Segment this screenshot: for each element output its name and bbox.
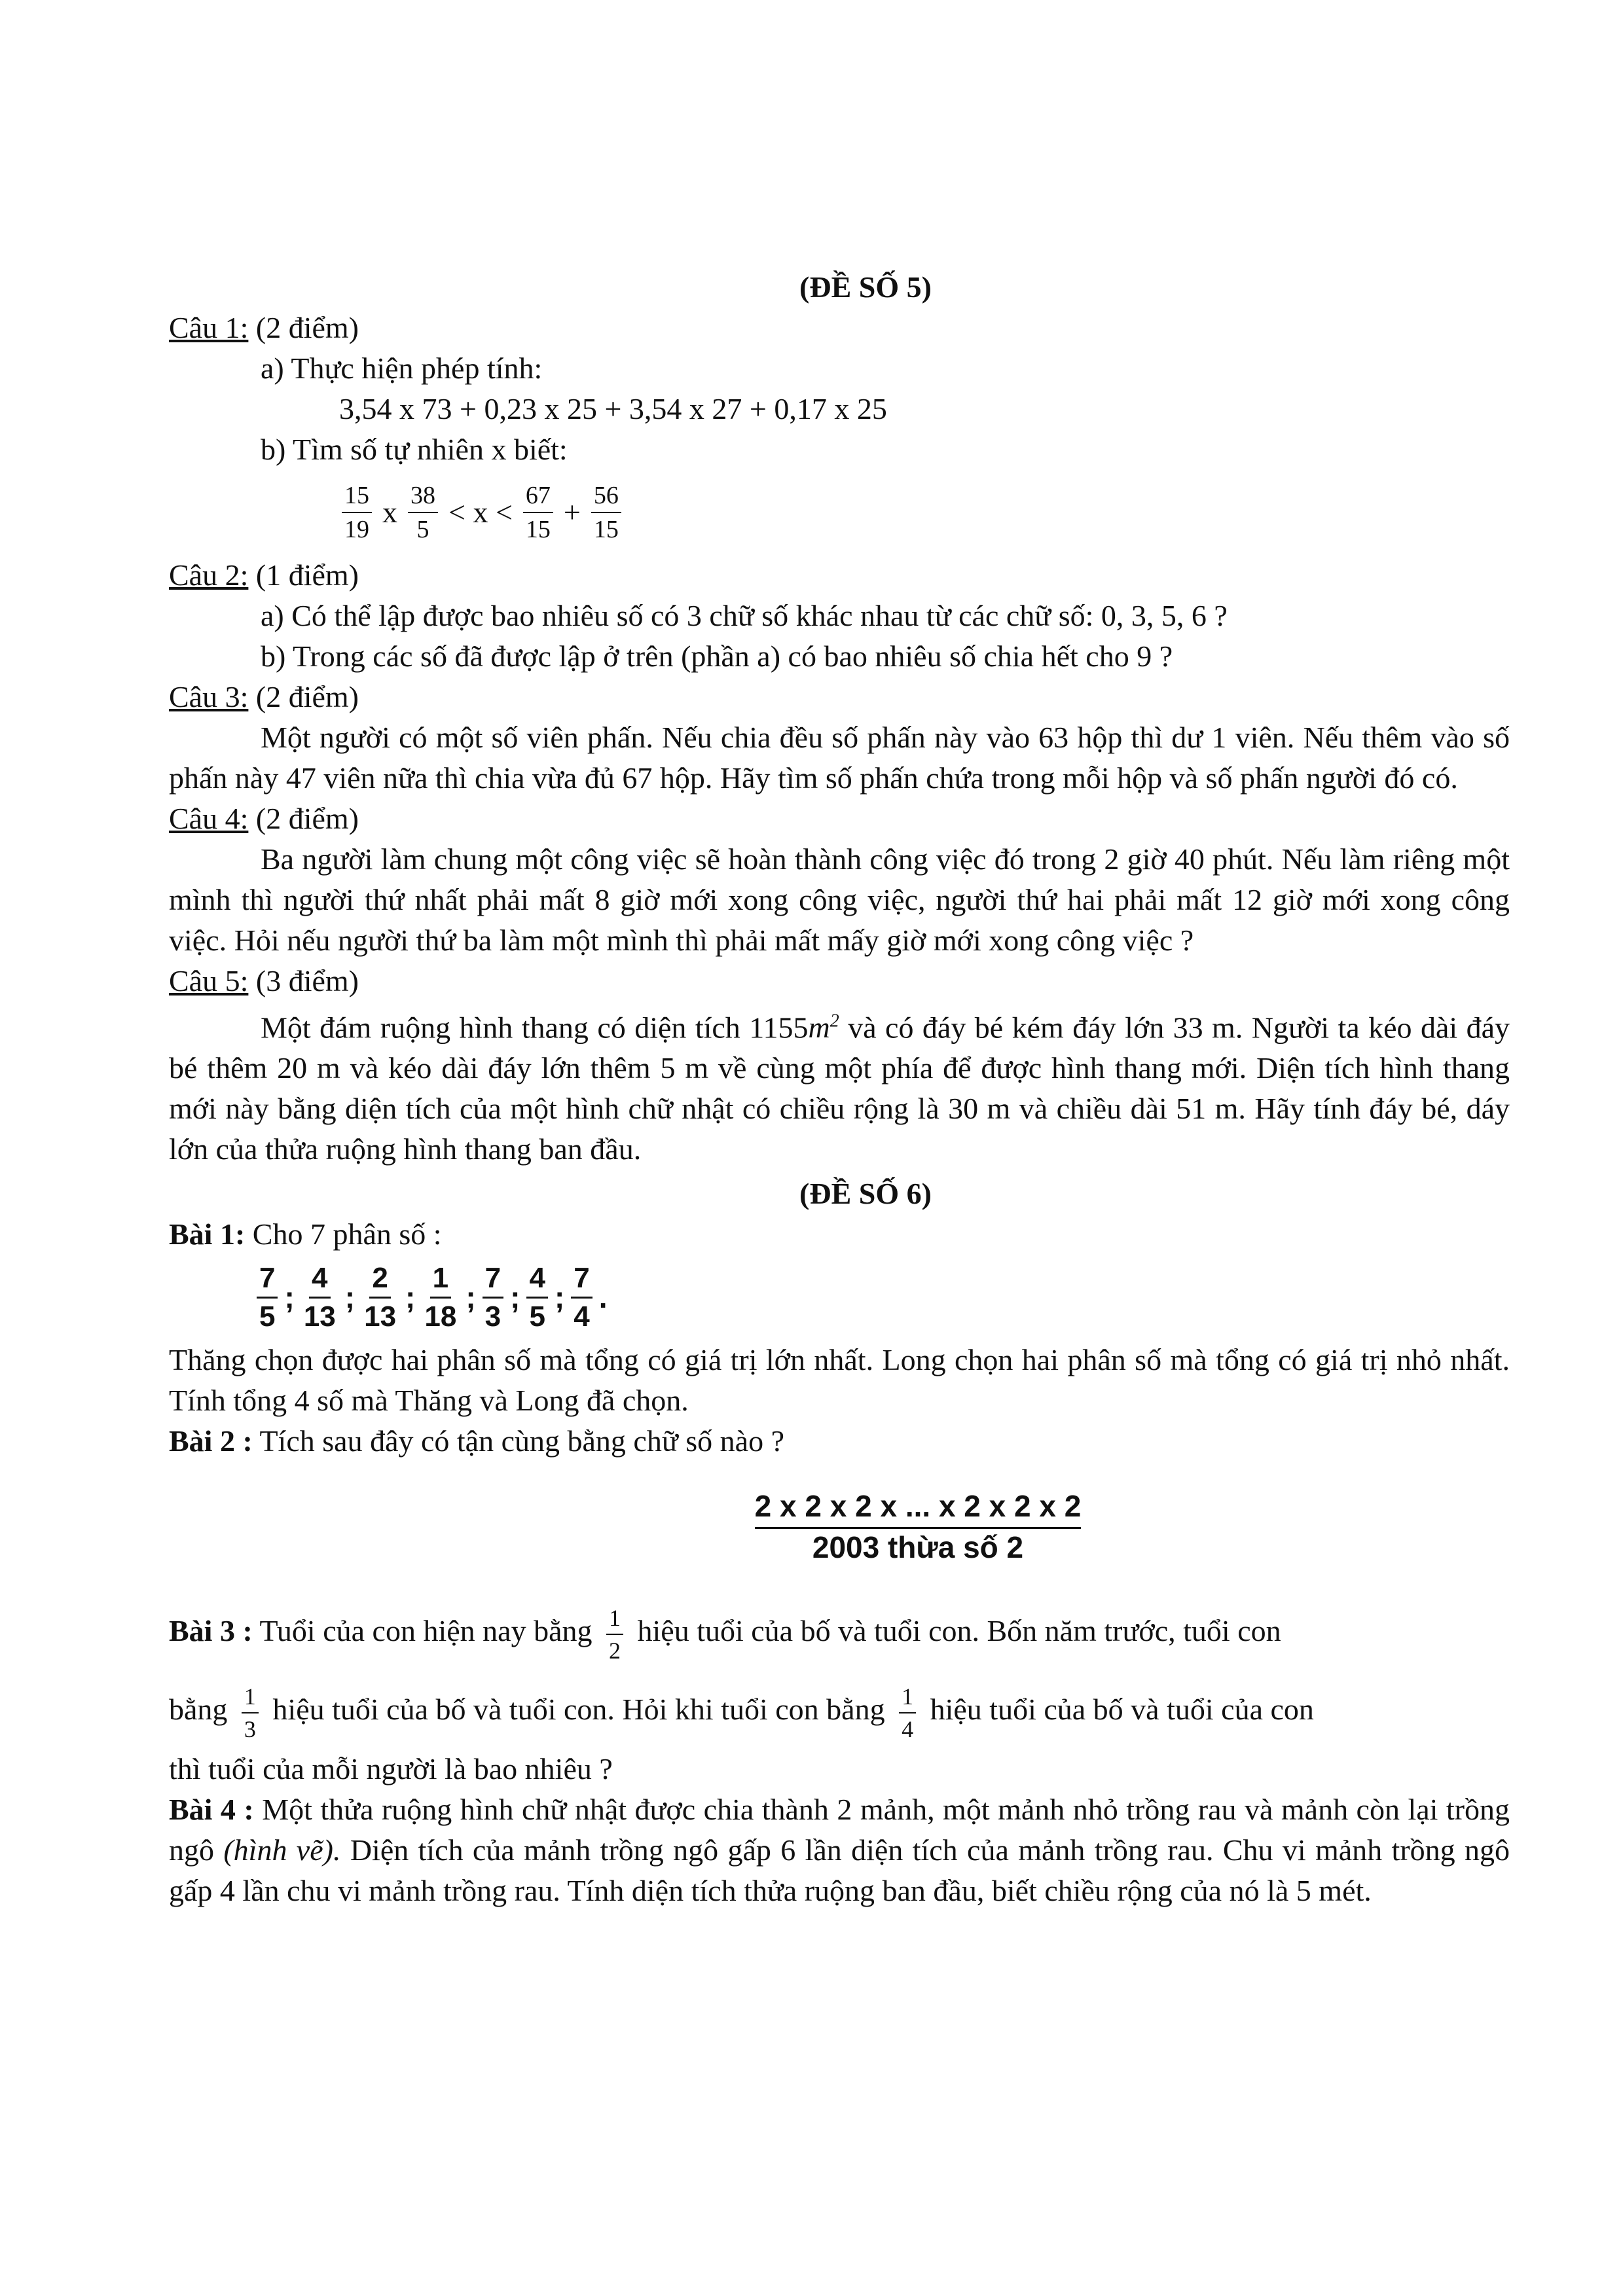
- product-expression: 2 x 2 x 2 x ... x 2 x 2 x 2: [755, 1488, 1082, 1529]
- cau1-expression: 3,54 x 73 + 0,23 x 25 + 3,54 x 27 + 0,17 x 25: [339, 392, 887, 425]
- fraction-numerator: 4: [309, 1264, 330, 1299]
- bai3-text-2: hiệu tuổi của bố và tuổi con. Bốn năm trước, tuổi con: [637, 1614, 1281, 1648]
- fraction-67-15: [523, 483, 553, 542]
- de6-title: [169, 1174, 1510, 1214]
- cau2-label: Câu 2:: [169, 558, 249, 592]
- bai3-text-4: hiệu tuổi của bố và tuổi con. Hỏi khi tuổi con bằng: [272, 1693, 885, 1727]
- cau5-text-b: và có đáy bé kém đáy lớn 33 m. Người ta kéo dài đáy bé thêm 20 m và kéo dài đáy lớn thêm 5 m về cùng một phía để được hình thang mới. Diện tích hình thang mới này bằng diện tích của một hình chữ nhật có chiều rộng là 30 m và chiều dài 51 m. Hãy tính đáy bé, dáy lớn của thửa ruộng hình thang ban đầu.: [169, 1011, 1510, 1166]
- cau4-label: Câu 4:: [169, 802, 249, 835]
- cau4-points: (2 điểm): [248, 802, 359, 835]
- fraction-numerator: 2: [369, 1264, 390, 1299]
- fraction-denominator: 3: [484, 1300, 501, 1333]
- fraction-1-2: [606, 1606, 623, 1662]
- fraction-separator: ;: [554, 1280, 565, 1315]
- fraction-15-19: [342, 483, 372, 542]
- de5-title: [169, 267, 1510, 308]
- fraction-denominator: 15: [525, 516, 551, 543]
- fraction-56-15: [591, 483, 621, 542]
- fraction-1-3: [242, 1685, 259, 1741]
- fraction-numerator: 1: [430, 1264, 451, 1299]
- cau2-part-a: a) Có thể lập được bao nhiêu số có 3 chữ số khác nhau từ các chữ số: 0, 3, 5, 6 ?: [261, 599, 1228, 632]
- bai2-text: Tích sau đây có tận cùng bằng chữ số nào ?: [252, 1424, 785, 1458]
- fraction-separator: ;: [465, 1280, 476, 1315]
- document-body: [169, 267, 1510, 1911]
- bai1-fraction: [526, 1261, 547, 1333]
- bai1-fraction-list: [169, 1255, 1510, 1340]
- cau3-label: Câu 3:: [169, 680, 249, 713]
- fraction-numerator: 56: [591, 483, 621, 513]
- fraction-denominator: 15: [593, 516, 619, 543]
- fraction-numerator: 15: [342, 483, 372, 513]
- fraction-1-4: [899, 1685, 916, 1741]
- bai4-text-2: Diện tích của mảnh trồng ngô gấp 6 lần diện tích của mảnh trồng rau. Chu vi mảnh trồng ngô gấp 4 lần chu vi mảnh trồng rau. Tính diện tích thửa ruộng ban đầu, biết chiều rộng của nó là 5 mét.: [169, 1833, 1510, 1908]
- bai3-line1: [169, 1592, 1510, 1670]
- bai1-fraction: [301, 1261, 338, 1333]
- fraction-separator: ;: [284, 1280, 295, 1315]
- fraction-denominator: 5: [259, 1300, 276, 1333]
- bai3-text-1: Tuổi của con hiện nay bằng: [252, 1614, 593, 1648]
- bai4-figure-note: (hình vẽ).: [223, 1833, 341, 1867]
- fraction-list-end: .: [598, 1280, 608, 1315]
- bai3-label: Bài 3 :: [169, 1614, 253, 1648]
- cau1-label: Câu 1:: [169, 311, 249, 344]
- cau3-text: Một người có một số viên phấn. Nếu chia đều số phấn này vào 63 hộp thì dư 1 viên. Nếu thêm vào số phấn này 47 viên nữa thì chia vừa đủ 67 hộp. Hãy tìm số phấn chứa trong mỗi hộp và số phấn người đó có.: [169, 721, 1510, 795]
- fraction-denominator: 13: [364, 1300, 397, 1333]
- bai4-label: Bài 4 :: [169, 1793, 254, 1827]
- fraction-numerator: 4: [526, 1264, 547, 1299]
- bai1-fraction: [257, 1261, 278, 1333]
- bai4-paragraph: [169, 1789, 1510, 1911]
- cau3-points: (2 điểm): [248, 680, 359, 713]
- bai1-fraction: [571, 1261, 592, 1333]
- bai2-product: [326, 1488, 1510, 1566]
- bai1-label: Bài 1:: [169, 1217, 246, 1251]
- bai1-fraction: [422, 1261, 459, 1333]
- bai4-text-1: Một thửa ruộng hình chữ nhật được chia thành 2 mảnh, một mảnh nhỏ trồng rau và mảnh còn lại trồng ngô: [169, 1793, 1510, 1867]
- fraction-denominator: 2: [609, 1637, 621, 1664]
- cau2-part-b: b) Trong các số đã được lập ở trên (phần a) có bao nhiêu số chia hết cho 9 ?: [261, 639, 1173, 673]
- cau2-points: (1 điểm): [248, 558, 359, 592]
- fraction-numerator: 7: [483, 1264, 503, 1299]
- fraction-denominator: 19: [344, 516, 369, 543]
- cau3-heading: [169, 677, 1510, 717]
- de6-title-text: (ĐỀ SỐ 6): [799, 1177, 932, 1211]
- cau1-part-b: b) Tìm số tự nhiên x biết:: [261, 433, 568, 466]
- bai2-label: Bài 2 :: [169, 1424, 253, 1458]
- fraction-denominator: 3: [244, 1715, 256, 1742]
- fraction-numerator: 7: [257, 1264, 278, 1299]
- cau1-inequality: [169, 470, 1510, 555]
- cau5-text-a: Một đám ruộng hình thang có diện tích 1155: [261, 1011, 809, 1045]
- bai3-text-5: hiệu tuổi của bố và tuổi của con: [930, 1693, 1314, 1727]
- product-caption: 2003 thừa số 2: [812, 1530, 1024, 1565]
- plus-sign: +: [563, 495, 581, 529]
- fraction-numerator: 1: [899, 1685, 916, 1713]
- bai1-intro: Cho 7 phân số :: [245, 1217, 442, 1251]
- bai3-text-6: thì tuổi của mỗi người là bao nhiêu ?: [169, 1752, 613, 1786]
- cau5-heading: [169, 961, 1510, 1001]
- fraction-38-5: [408, 483, 438, 542]
- fraction-denominator: 4: [902, 1715, 914, 1742]
- unit-exponent: 2: [830, 1011, 839, 1031]
- fraction-denominator: 5: [416, 516, 429, 543]
- cau5-text: [169, 1001, 1510, 1170]
- fraction-denominator: 4: [574, 1300, 590, 1333]
- fraction-separator: ;: [344, 1280, 356, 1315]
- cau4-heading: [169, 798, 1510, 839]
- cau2-heading: [169, 555, 1510, 596]
- fraction-numerator: 67: [523, 483, 553, 513]
- fraction-numerator: 1: [242, 1685, 259, 1713]
- cau5-label: Câu 5:: [169, 964, 249, 997]
- de5-title-text: (ĐỀ SỐ 5): [799, 270, 932, 304]
- cau1-heading: [169, 308, 1510, 348]
- fraction-denominator: 13: [303, 1300, 336, 1333]
- fraction-numerator: 1: [606, 1606, 623, 1635]
- fraction-separator: ;: [405, 1280, 416, 1315]
- bai1-fraction: [361, 1261, 399, 1333]
- inequality-signs: < x <: [448, 495, 513, 529]
- bai2-heading: [169, 1421, 1510, 1462]
- bai1-fraction: [483, 1261, 503, 1333]
- cau1-part-a: a) Thực hiện phép tính:: [261, 351, 543, 385]
- bai3-line2: [169, 1670, 1510, 1749]
- fraction-numerator: 7: [571, 1264, 592, 1299]
- area-unit: [809, 1011, 839, 1044]
- cau1-points: (2 điểm): [248, 311, 359, 344]
- unit-m: m: [808, 1011, 830, 1045]
- fraction-denominator: 5: [529, 1300, 545, 1333]
- fraction-numerator: 38: [408, 483, 438, 513]
- fraction-separator: ;: [510, 1280, 520, 1315]
- cau5-points: (3 điểm): [248, 964, 359, 997]
- fraction-denominator: 18: [424, 1300, 457, 1333]
- bai1-heading: [169, 1214, 1510, 1255]
- bai3-text-3: bằng: [169, 1693, 228, 1727]
- cau4-text: Ba người làm chung một công việc sẽ hoàn thành công việc đó trong 2 giờ 40 phút. Nếu làm riêng một mình thì người thứ nhất phải mất 8 giờ mới xong công việc, người thứ hai phải mất 12 giờ mới xong công việc. Hỏi nếu người thứ ba làm một mình thì phải mất mấy giờ mới xong công việc ?: [169, 842, 1510, 957]
- times-sign: x: [382, 495, 397, 529]
- bai1-text: Thăng chọn được hai phân số mà tổng có giá trị lớn nhất. Long chọn hai phân số mà tổng có giá trị nhỏ nhất. Tính tổng 4 số mà Thăng và Long đã chọn.: [169, 1343, 1510, 1418]
